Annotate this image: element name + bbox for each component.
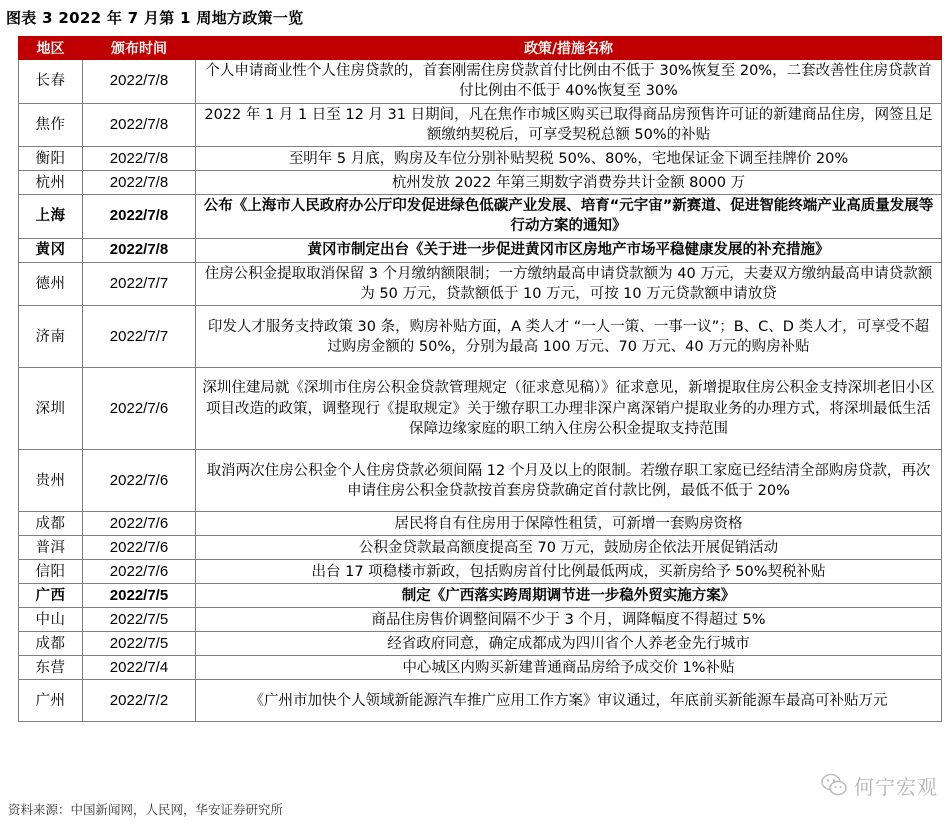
cell-date: 2022/7/5 (83, 584, 196, 608)
table-row (19, 450, 942, 512)
table-row (19, 262, 942, 306)
header-region: 地区 (19, 37, 83, 60)
table-title: 图表 3 2022 年 7 月第 1 周地方政策一览 (6, 9, 304, 27)
cell-region: 衡阳 (19, 147, 83, 171)
cell-date: 2022/7/2 (83, 680, 196, 722)
cell-region: 广州 (19, 680, 83, 722)
table-row (19, 632, 942, 656)
table-row (19, 560, 942, 584)
cell-date: 2022/7/5 (83, 632, 196, 656)
wechat-icon (820, 771, 848, 799)
cell-region: 焦作 (19, 103, 83, 147)
cell-region: 贵州 (19, 450, 83, 512)
table-row (19, 608, 942, 632)
cell-policy: 黄冈市制定出台《关于进一步促进黄冈市区房地产市场平稳健康发展的补充措施》 (196, 238, 942, 262)
cell-policy: 杭州发放 2022 年第三期数字消费券共计金额 8000 万 (196, 171, 942, 195)
watermark-name: 何宁宏观 (854, 774, 938, 799)
cell-date: 2022/7/6 (83, 368, 196, 450)
cell-region: 深圳 (19, 368, 83, 450)
table-row (19, 171, 942, 195)
cell-policy: 制定《广西落实跨周期调节进一步稳外贸实施方案》 (196, 584, 942, 608)
cell-policy: 《广州市加快个人领域新能源汽车推广应用工作方案》审议通过，年底前买新能源车最高可补贴万元 (196, 680, 942, 722)
table-row (19, 536, 942, 560)
cell-policy: 公布《上海市人民政府办公厅印发促进绿色低碳产业发展、培育“元宇宙”新赛道、促进智能终端产业高质量发展等行动方案的通知》 (196, 195, 942, 239)
cell-region: 德州 (19, 262, 83, 306)
cell-date: 2022/7/4 (83, 656, 196, 680)
cell-date: 2022/7/6 (83, 512, 196, 536)
policy-table (18, 36, 942, 722)
cell-policy: 2022 年 1 月 1 日至 12 月 31 日期间，凡在焦作市城区购买已取得商品房预售许可证的新建商品住房，网签且足额缴纳契税后，可享受契税总额 50%的补贴 (196, 103, 942, 147)
cell-date: 2022/7/6 (83, 536, 196, 560)
cell-policy: 取消两次住房公积金个人住房贷款必须间隔 12 个月及以上的限制。若缴存职工家庭已经结清全部购房贷款，再次申请住房公积金贷款按首套房贷款确定首付款比例，最低不低于 20% (196, 450, 942, 512)
cell-date: 2022/7/7 (83, 262, 196, 306)
cell-date: 2022/7/7 (83, 306, 196, 368)
cell-policy: 经省政府同意，确定成都成为四川省个人养老金先行城市 (196, 632, 942, 656)
cell-region: 黄冈 (19, 238, 83, 262)
cell-policy: 个人申请商业性个人住房贷款的，首套刚需住房贷款首付比例由不低于 30%恢复至 20%，二套改善性住房贷款首付比例由不低于 40%恢复至 30% (196, 60, 942, 104)
cell-date: 2022/7/8 (83, 238, 196, 262)
cell-policy: 中心城区内购买新建普通商品房给予成交价 1%补贴 (196, 656, 942, 680)
watermark (820, 768, 938, 802)
source-note: 资料来源：中国新闻网，人民网，华安证券研究所 (8, 802, 284, 817)
cell-policy: 商品住房售价调整间隔不少于 3 个月，调降幅度不得超过 5% (196, 608, 942, 632)
table-row (19, 680, 942, 722)
cell-region: 成都 (19, 512, 83, 536)
table-row (19, 238, 942, 262)
table-row (19, 584, 942, 608)
cell-date: 2022/7/8 (83, 147, 196, 171)
header-date: 颁布时间 (83, 37, 196, 60)
cell-date: 2022/7/8 (83, 60, 196, 104)
cell-date: 2022/7/8 (83, 195, 196, 239)
cell-policy: 深圳住建局就《深圳市住房公积金贷款管理规定（征求意见稿）》征求意见，新增提取住房公积金支持深圳老旧小区项目改造的政策，调整现行《提取规定》关于缴存职工办理非深户离深销户提取业务的办理方式，将深圳最低生活保障边缘家庭的职工纳入住房公积金提取支持范围 (196, 368, 942, 450)
table-body (19, 60, 942, 722)
cell-region: 济南 (19, 306, 83, 368)
cell-policy: 公积金贷款最高额度提高至 70 万元，鼓励房企依法开展促销活动 (196, 536, 942, 560)
table-row (19, 368, 942, 450)
cell-region: 中山 (19, 608, 83, 632)
cell-date: 2022/7/8 (83, 171, 196, 195)
cell-region: 信阳 (19, 560, 83, 584)
table-row (19, 656, 942, 680)
header-policy: 政策/措施名称 (196, 37, 942, 60)
cell-policy: 出台 17 项稳楼市新政，包括购房首付比例最低两成，买新房给予 50%契税补贴 (196, 560, 942, 584)
cell-region: 成都 (19, 632, 83, 656)
cell-policy: 至明年 5 月底，购房及车位分别补贴契税 50%、80%，宅地保证金下调至挂牌价 20% (196, 147, 942, 171)
cell-region: 长春 (19, 60, 83, 104)
table-row (19, 147, 942, 171)
table-row (19, 512, 942, 536)
table-header-row (19, 37, 942, 60)
table-row (19, 60, 942, 104)
cell-region: 广西 (19, 584, 83, 608)
cell-policy: 居民将自有住房用于保障性租赁，可新增一套购房资格 (196, 512, 942, 536)
cell-region: 东营 (19, 656, 83, 680)
cell-policy: 住房公积金提取取消保留 3 个月缴纳额限制；一方缴纳最高申请贷款额为 40 万元，夫妻双方缴纳最高申请贷款额为 50 万元，贷款额低于 10 万元，可按 10 万元贷款额申请放贷 (196, 262, 942, 306)
cell-region: 普洱 (19, 536, 83, 560)
cell-policy: 印发人才服务支持政策 30 条，购房补贴方面，A 类人才 “一人一策、一事一议”；B、C、D 类人才，可享受不超过购房金额的 50%，分别为最高 100 万元、70 万元、40 万元的购房补贴 (196, 306, 942, 368)
cell-region: 上海 (19, 195, 83, 239)
cell-date: 2022/7/6 (83, 450, 196, 512)
cell-date: 2022/7/8 (83, 103, 196, 147)
table-row (19, 103, 942, 147)
table-row (19, 195, 942, 239)
cell-region: 杭州 (19, 171, 83, 195)
cell-date: 2022/7/5 (83, 608, 196, 632)
table-row (19, 306, 942, 368)
cell-date: 2022/7/6 (83, 560, 196, 584)
